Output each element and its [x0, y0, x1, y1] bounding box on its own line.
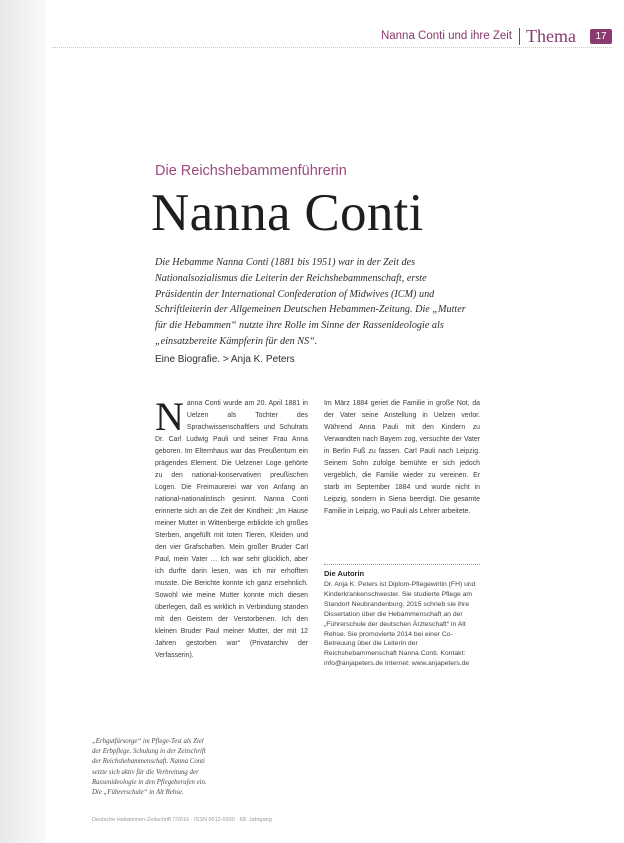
article-byline: Eine Biografie. > Anja K. Peters: [155, 354, 295, 365]
page-number-badge: 17: [590, 29, 612, 44]
drop-cap: N: [155, 398, 184, 439]
header-divider: [519, 28, 520, 45]
image-caption: „Erbgutfürsorge“ im Pflege-Test als Ziel der Erbpflege. Schulung in der Zeitschrift der Reichshebammenschaft. Nanna Conti setzte sich aktiv für die Verbreitung der Rassenideologie in den Pflegeberufen ein. Die „Führerschule“ in Alt Rehse.: [92, 738, 207, 797]
author-heading: Die Autorin: [324, 569, 365, 578]
article-lead: Die Hebamme Nanna Conti (1881 bis 1951) war in der Zeit des Nationalsozialismus die Leiterin der Reichshebammenschaft, erste Präsidentin der International Confederation of Midwives (ICM) und Schriftleiterin der Allgemeinen Deutschen Hebammen-Zeitung. Die „Mutter für die Hebammen“ nutzte ihre Rolle im Sinne der Rassenideologie als „einsatzbereite Kämpferin für den NS“.: [155, 257, 466, 347]
header-rule: [52, 47, 612, 48]
author-box: [324, 564, 480, 669]
body-column-1-text: anna Conti wurde am 20. April 1881 in Uelzen als Tochter des Sprachwissenschaftlers und Schulrats Dr. Carl Ludwig Pauli und seiner Frau Anna geboren. Im Elternhaus war das Preußentum ein prägendes Element. Die Uelzener Loge gehörte zu den national-konservativen preußischen Logen. Die Freimaurerei war von Anfang an national-nationalistisch gesinnt. Nanna Conti erinnerte sich an die Zeit der Kindheit: „Im Hause meiner Mutter in Wittenberge erblickte ich großes Sterben, angefüllt mit toten Tieren, Kleiden und den vier Grafschaften. Mein großer Bruder Carl Paul, mein Vater … Ich war sehr glücklich, aber ich durfte darin lesen, was ich mir erhofften musste. Die Berichte konnte ich ganz ersehnlich. Sowohl wie meine Mutter konnte mich diesen überlegen, daß es wirklich in Verbindung standen mit den Geistern der Verstorbenen. Ich den kleinen Bruder Paul meiner Mutter, der mit 12 Jahren gestorben war“ (Privatarchiv der Verfasserin).: [155, 400, 308, 659]
article-headline: Nanna Conti: [151, 184, 424, 242]
section-title: Nanna Conti und ihre Zeit: [380, 30, 513, 42]
page-footer: Deutsche Hebammen-Zeitschrift 7/2016 · ISSN 0012-0200 · 68. Jahrgang: [92, 817, 272, 823]
article-kicker: Die Reichshebammenführerin: [155, 163, 347, 179]
page-margin-strip: [0, 0, 46, 843]
author-bio: Dr. Anja K. Peters ist Diplom-Pflegewirtin (FH) und Kinderkrankenschwester. Sie studierte Pflege am Standort Neubrandenburg. 2015 schrieb sie ihre Dissertation über die Hebammenschaft an der „Führerschule der deutschen Ärzteschaft“ in Alt Rehse. Sie promovierte 2014 bei einer Co-Betreuung über die Leiterin der Reichshebammenschaft Nanna Conti. Kontakt: info@anjapeters.de Internet: www.anjapeters.de: [324, 581, 476, 668]
thema-label: Thema: [526, 25, 576, 46]
page-header: [330, 26, 612, 46]
body-column-2: Im März 1884 geriet die Familie in große Not, da der Vater seine Anstellung in Uelzen verlor. Während Anna Pauli mit den Kindern zu Verwandten nach Bayern zog, versuchte der Vater in Berlin Fuß zu fassen. Carl Pauli nach Leipzig. Seinem Sohn zufolge bemühte er sich jedoch vergeblich, die Familie wieder zu vereinen. Er starb im September 1884 und wurde nicht in Leipzig, sondern in Siena beerdigt. Die gesamte Familie in Leipzig, wo Pauli als Lehrer arbeitete.: [324, 400, 480, 515]
